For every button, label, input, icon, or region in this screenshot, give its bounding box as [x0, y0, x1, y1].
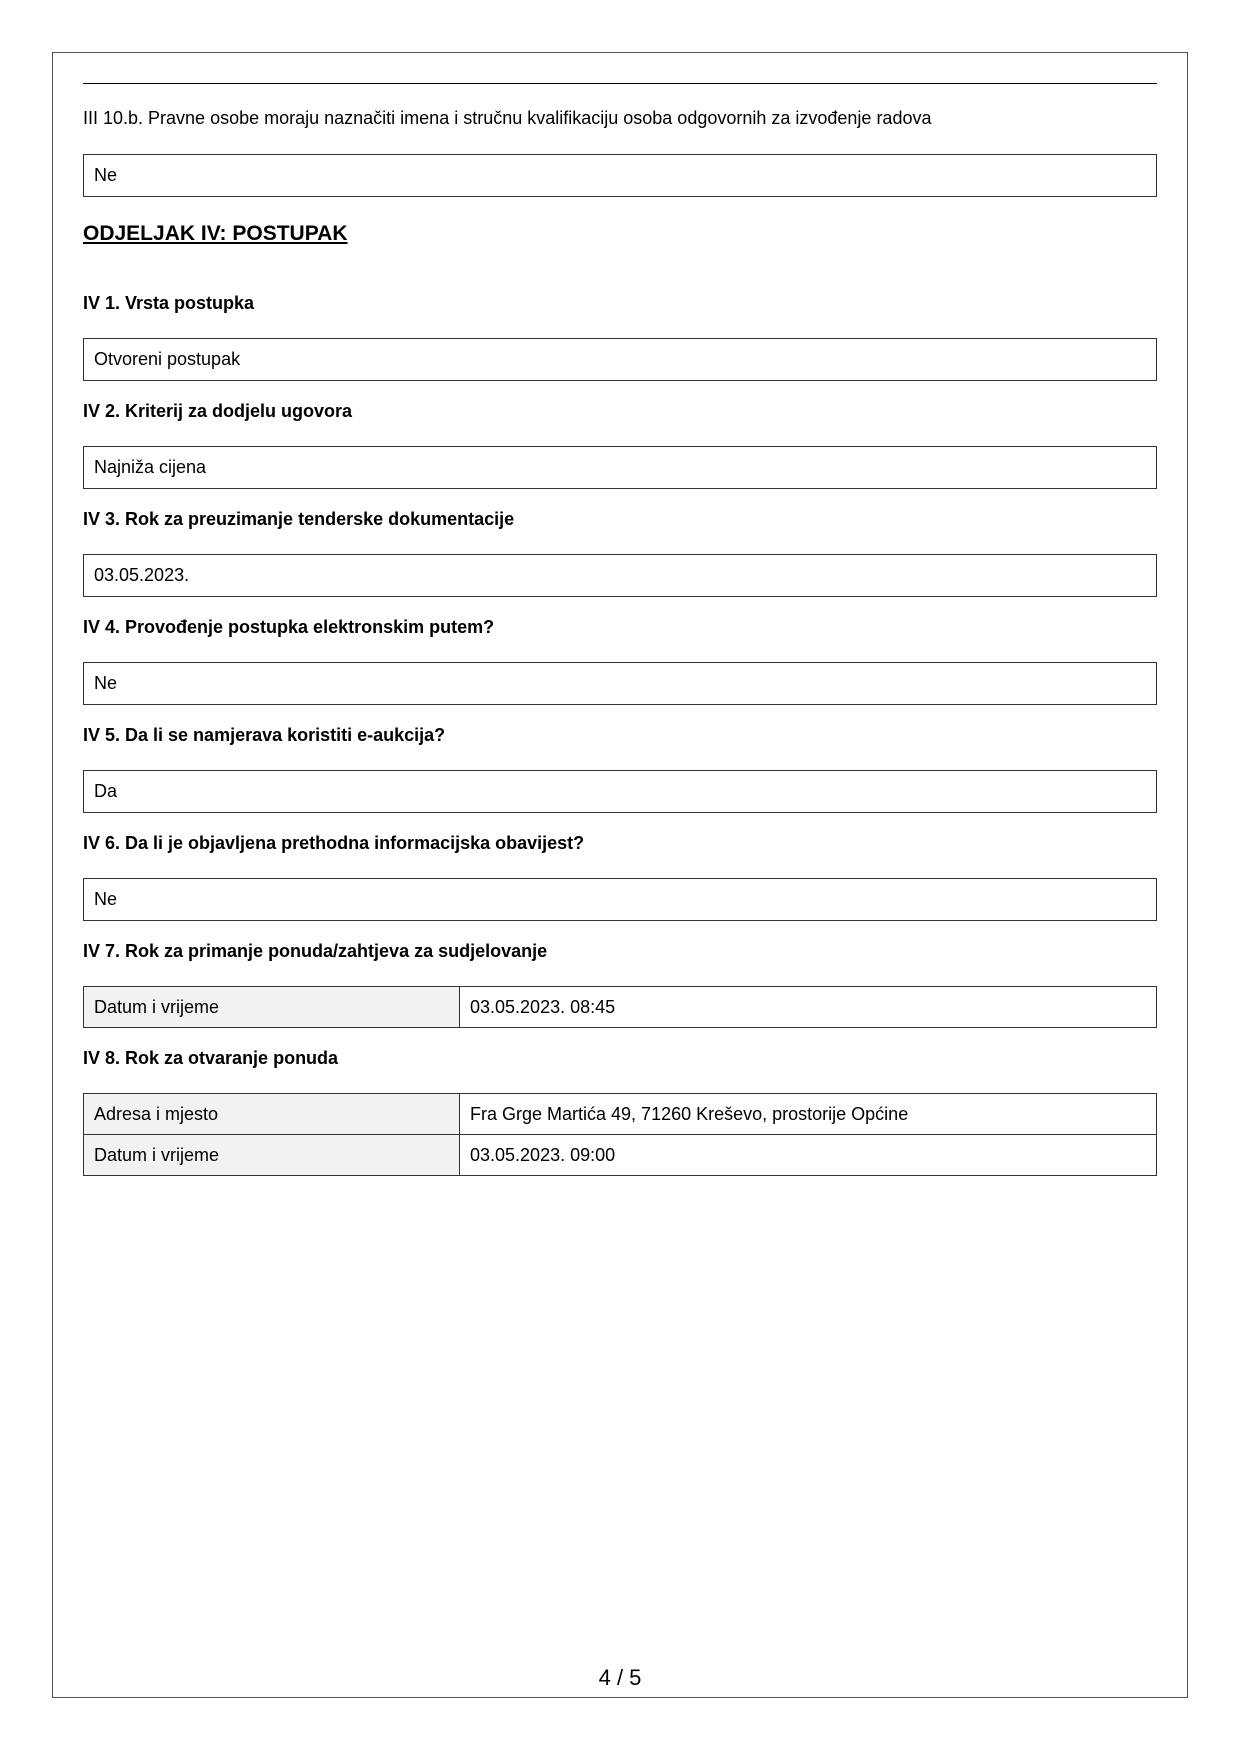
- section-title: ODJELJAK IV: POSTUPAK: [83, 222, 348, 245]
- document-content: [83, 104, 1157, 1176]
- question-value: Ne: [83, 878, 1157, 921]
- question-value: Najniža cijena: [83, 446, 1157, 489]
- row-value: 03.05.2023. 09:00: [460, 1135, 1157, 1176]
- page-number: 4 / 5: [598, 1665, 642, 1690]
- row-value: 03.05.2023. 08:45: [460, 987, 1157, 1028]
- intro-text: III 10.b. Pravne osobe moraju naznačiti imena i stručnu kvalifikaciju osoba odgovornih za izvođenje radova: [83, 108, 932, 128]
- row-value: Fra Grge Martića 49, 71260 Kreševo, prostorije Općine: [460, 1094, 1157, 1135]
- deadline-offers-table: [83, 986, 1157, 1028]
- intro-value: Ne: [83, 154, 1157, 197]
- top-rule: [83, 83, 1157, 84]
- question-title: IV 2. Kriterij za dodjelu ugovora: [83, 401, 353, 421]
- table-row: [84, 987, 1157, 1028]
- table-row: [84, 1094, 1157, 1135]
- question-value: Da: [83, 770, 1157, 813]
- question-value: Otvoreni postupak: [83, 338, 1157, 381]
- question-title: IV 4. Provođenje postupka elektronskim putem?: [83, 617, 495, 637]
- question-value: 03.05.2023.: [83, 554, 1157, 597]
- deadline-offers-title: IV 7. Rok za primanje ponuda/zahtjeva za sudjelovanje: [83, 941, 548, 961]
- question-title: IV 3. Rok za preuzimanje tenderske dokumentacije: [83, 509, 515, 529]
- row-label: Adresa i mjesto: [84, 1094, 460, 1135]
- question-title: IV 5. Da li se namjerava koristiti e-aukcija?: [83, 725, 446, 745]
- question-title: IV 6. Da li je objavljena prethodna informacijska obavijest?: [83, 833, 585, 853]
- opening-offers-title: IV 8. Rok za otvaranje ponuda: [83, 1048, 339, 1068]
- opening-offers-table: [83, 1093, 1157, 1176]
- row-label: Datum i vrijeme: [84, 987, 460, 1028]
- question-title: IV 1. Vrsta postupka: [83, 293, 255, 313]
- question-value: Ne: [83, 662, 1157, 705]
- table-row: [84, 1135, 1157, 1176]
- row-label: Datum i vrijeme: [84, 1135, 460, 1176]
